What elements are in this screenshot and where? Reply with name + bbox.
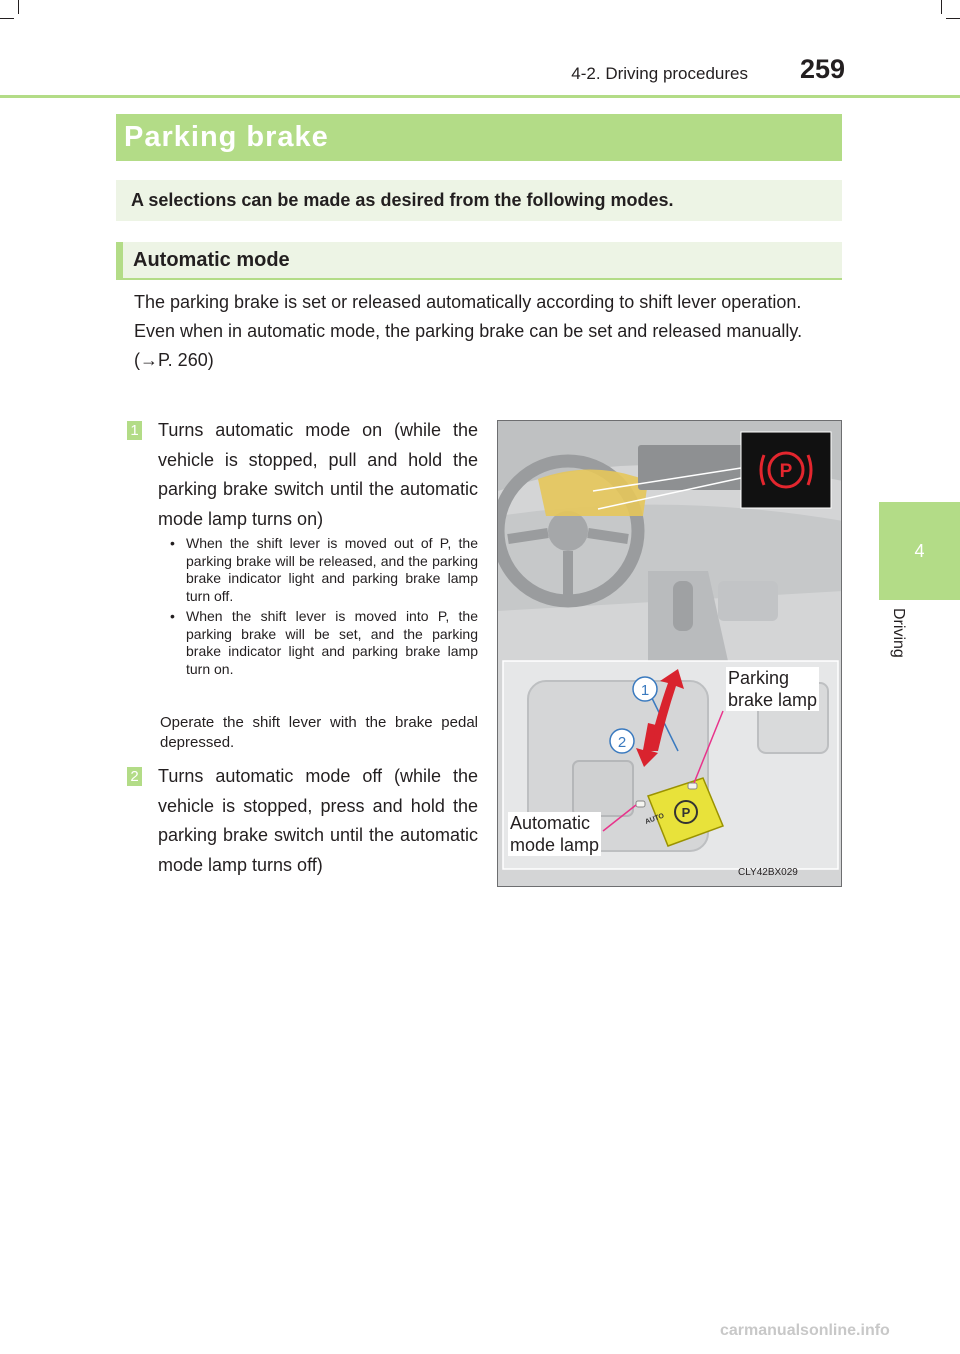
watermark: carmanualsonline.info [720, 1322, 890, 1339]
bullet-item: • When the shift lever is moved into P, the parking brake will be set, and the parking brake indicator light and parking brake lamp turn on. [166, 608, 478, 678]
svg-text:1: 1 [640, 682, 650, 699]
crop-mark [0, 18, 14, 19]
intro-text: A selections can be made as desired from the following modes. [131, 190, 674, 210]
page-number: 259 [800, 54, 846, 84]
item-number-badge: 2 [127, 767, 142, 786]
subsection-title: Automatic mode [133, 249, 290, 271]
page-title [116, 114, 842, 161]
body-text [134, 288, 842, 375]
bullet-item: • When the shift lever is moved out of P, the parking brake will be released, and the parking brake indicator light and parking brake lamp turn off. [166, 535, 478, 605]
item-number-badge: 1 [127, 421, 142, 440]
label-line: mode lamp [510, 835, 600, 855]
chapter-tab[interactable] [879, 502, 960, 600]
svg-text:2: 2 [617, 734, 627, 751]
subsection-accent [116, 242, 123, 278]
section-heading: 4-2. Driving procedures [571, 64, 748, 83]
chapter-number: 4 [914, 540, 925, 561]
svg-text:P: P [681, 805, 691, 820]
svg-text:AUTO: AUTO [644, 812, 666, 826]
item-text: Turns automatic mode off (while the vehicle is stopped, press and hold the parking brake switch until the automatic mode lamp turns off) [158, 766, 478, 875]
item-text: Turns automatic mode on (while the vehicle is stopped, pull and hold the parking brake switch until the automatic mode lamp turns on) [158, 420, 478, 529]
page-title-text: Parking brake [124, 121, 329, 153]
body-paragraph: Even when in automatic mode, the parking brake can be set and released manually. (→P. 260) [134, 321, 803, 370]
crop-mark [946, 18, 960, 19]
automatic-mode-lamp-label [508, 812, 601, 856]
crop-mark [18, 0, 19, 14]
body-paragraph: The parking brake is set or released automatically according to shift lever operation. [134, 292, 802, 312]
label-line: brake lamp [728, 690, 818, 710]
bullet-list [166, 535, 478, 681]
subsection-heading [116, 242, 842, 280]
label-line: Automatic [510, 813, 591, 833]
header-rule [0, 95, 960, 98]
label-line: Parking [728, 668, 790, 688]
crop-mark [941, 0, 942, 14]
figure-code: CLY42BX029 [738, 867, 798, 878]
svg-text:P: P [779, 461, 793, 482]
chapter-label: Driving [890, 608, 907, 658]
intro-box [116, 180, 842, 221]
parking-brake-lamp-label [726, 667, 819, 711]
parking-brake-illustration [497, 420, 842, 887]
note-text: Operate the shift lever with the brake pedal depressed. [160, 714, 478, 751]
